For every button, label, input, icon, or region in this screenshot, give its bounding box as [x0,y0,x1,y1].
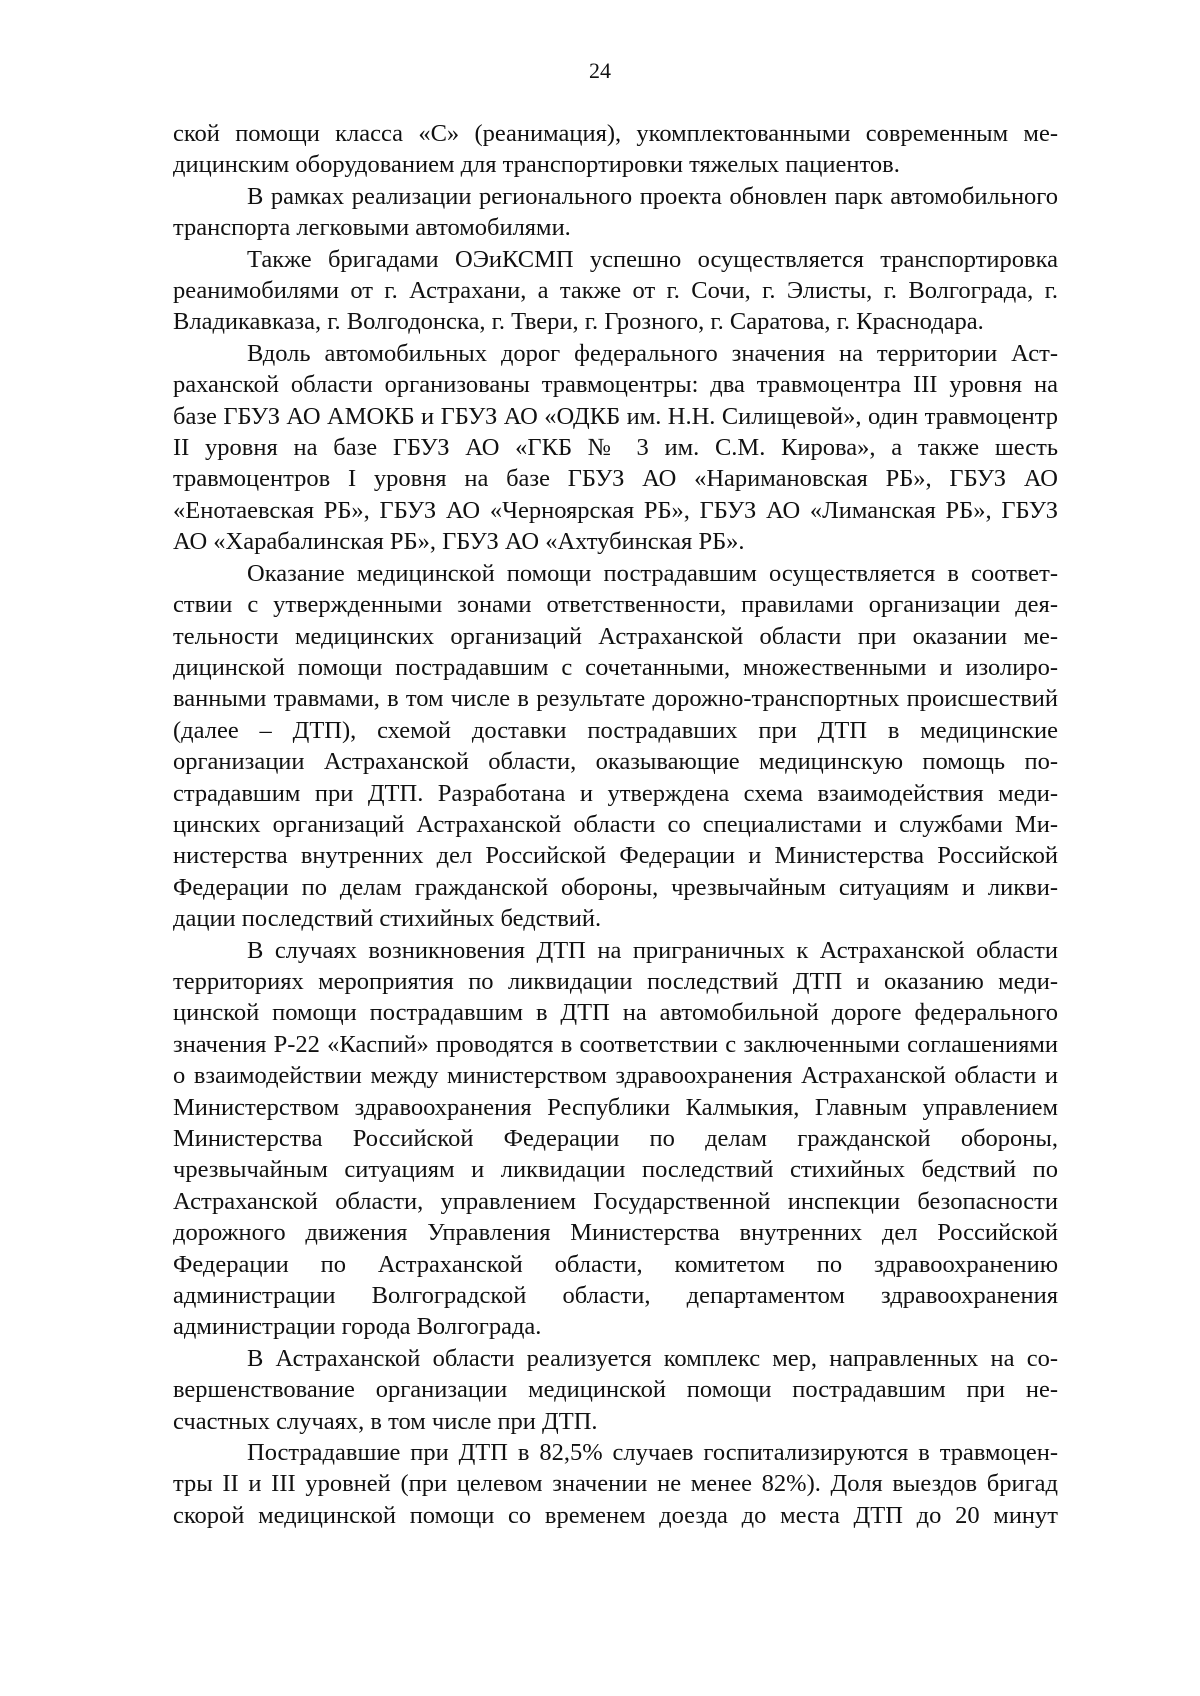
document-body [173,118,1058,1531]
page-number: 24 [589,58,611,83]
paragraph-trauma-centers: Вдоль автомобильных дорог федерального значения на территории Астраханской области организованы травмоцентры: два травмоцентра III уровня на базе ГБУЗ АО АМОКБ и ГБУЗ АО «ОДКБ им. Н.Н. Силищевой», один травмоцентр II уровня на базе ГБУЗ АО «ГКБ № 3 им. С.М. Кирова», а также шесть травмоцентров I уровня на базе ГБУЗ АО «Наримановская РБ», ГБУЗ АО «Енотаевская РБ», ГБУЗ АО «Черноярская РБ», ГБУЗ АО «Лиманская РБ», ГБУЗ АО «Харабалинская РБ», ГБУЗ АО «Ахтубинская РБ». [173,339,1058,556]
paragraph-hospitalization: Пострадавшие при ДТП в 82,5% случаев госпитализируются в травмоцентры II и III уровней (при целевом значении не менее 82%). Доля выездов бригад скорой медицинской помощи со временем доезда до места ДТП до 20 минут [173,1439,1058,1529]
paragraph-medical-care: Оказание медицинской помощи пострадавшим осуществляется в соответствии с утвержденными зонами ответственности, правилами организации деятельности медицинских организаций Астраханской области при оказании медицинской помощи пострадавшим с сочетанными, множественными и изолированными травмами, в том числе в результате дорожно-транспортных происшествий (далее – ДТП), схемой доставки пострадавших при ДТП в медицинские организации Астраханской области, оказывающие медицинскую помощь пострадавшим при ДТП. Разработана и утверждена схема взаимодействия медицинских организаций Астраханской области со специалистами и службами Министерства внутренних дел Российской Федерации и Министерства Российской Федерации по делам гражданской обороны, чрезвычайным ситуациям и ликвидации последствий стихийных бедствий. [173,559,1058,933]
paragraph-measures: В Астраханской области реализуется комплекс мер, направленных на совершенствование организации медицинской помощи пострадавшим при несчастных случаях, в том числе при ДТП. [173,1344,1058,1435]
paragraph-fleet-update: В рамках реализации регионального проекта обновлен парк автомобильного транспорта легковыми автомобилями. [173,182,1058,242]
paragraph-border-territories: В случаях возникновения ДТП на приграничных к Астраханской области территориях мероприятия по ликвидации последствий ДТП и оказанию медицинской помощи пострадавшим в ДТП на автомобильной дороге федерального значения Р-22 «Каспий» проводятся в соответствии с заключенными соглашениями о взаимодействии между министерством здравоохранения Астраханской области и Министерством здравоохранения Республики Калмыкия, Главным управлением Министерства Российской Федерации по делам гражданской обороны, чрезвычайным ситуациям и ликвидации последствий стихийных бедствий по Астраханской области, управлением Государственной инспекции безопасности дорожного движения Управления Министерства внутренних дел Российской Федерации по Астраханской области, комитетом по здравоохранению администрации Волгоградской области, департаментом здравоохранения администрации города Волгограда. [173,936,1058,1341]
paragraph-transportation: Также бригадами ОЭиКСМП успешно осуществляется транспортировка реанимобилями от г. Астрахани, а также от г. Сочи, г. Элисты, г. Волгограда, г. Владикавказа, г. Волгодонска, г. Твери, г. Грозного, г. Саратова, г. Краснодара. [173,245,1058,336]
paragraph-continuation: ской помощи класса «С» (реанимация), укомплектованными современным медицинским оборудованием для транспортировки тяжелых пациентов. [173,120,1058,179]
